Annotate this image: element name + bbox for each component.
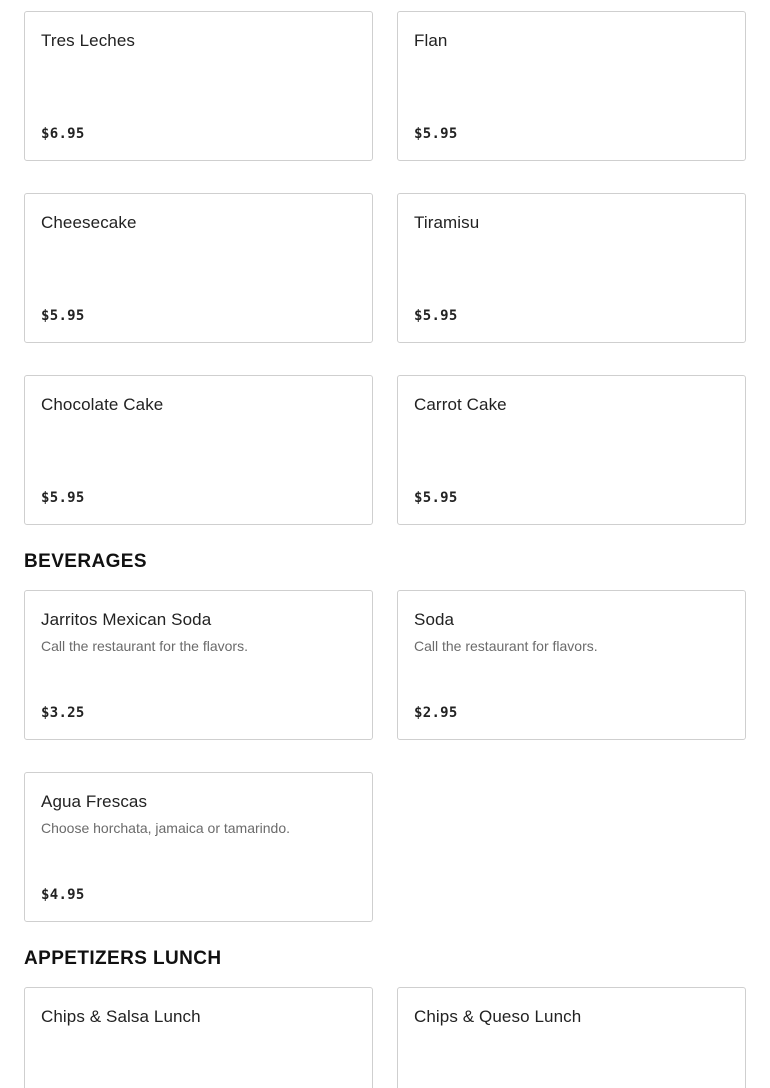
menu-item-name: Jarritos Mexican Soda — [41, 610, 212, 629]
menu-item-description: Call the restaurant for flavors. — [414, 638, 598, 654]
menu-item-price: $3.25 — [41, 705, 85, 721]
menu-item-card[interactable] — [24, 772, 373, 922]
menu-item-price: $6.95 — [41, 126, 85, 142]
menu-item-price: $5.95 — [41, 308, 85, 324]
menu-item-price: $5.95 — [41, 490, 85, 506]
menu-item-name: Chips & Salsa Lunch — [41, 1007, 201, 1026]
menu-item-price: $5.95 — [414, 308, 458, 324]
desserts-grid — [24, 0, 746, 525]
menu-item-name: Chocolate Cake — [41, 395, 164, 414]
menu-item-card[interactable] — [24, 11, 373, 161]
section-title-beverages: BEVERAGES — [24, 551, 147, 572]
section-title-appetizers-lunch: APPETIZERS LUNCH — [24, 948, 222, 969]
menu-item-card[interactable] — [397, 375, 746, 525]
menu-item-name: Cheesecake — [41, 213, 137, 232]
menu-item-name: Flan — [414, 31, 448, 50]
menu-item-card[interactable] — [24, 590, 373, 740]
menu-item-card[interactable] — [24, 375, 373, 525]
menu-item-card[interactable] — [397, 193, 746, 343]
menu-item-name: Soda — [414, 610, 455, 629]
menu-item-price: $5.95 — [414, 126, 458, 142]
menu-item-card[interactable] — [24, 193, 373, 343]
menu-item-name: Tres Leches — [41, 31, 136, 50]
menu-item-card[interactable] — [24, 987, 373, 1088]
menu-item-card[interactable] — [397, 11, 746, 161]
menu-item-description: Choose horchata, jamaica or tamarindo. — [41, 820, 291, 836]
menu-item-price: $5.95 — [414, 490, 458, 506]
menu-item-card[interactable] — [397, 987, 746, 1088]
menu-item-name: Agua Frescas — [41, 792, 148, 811]
menu-item-price: $4.95 — [41, 887, 85, 903]
menu-item-description: Call the restaurant for the flavors. — [41, 638, 248, 654]
menu-item-name: Chips & Queso Lunch — [414, 1007, 582, 1026]
menu-item-card[interactable] — [397, 590, 746, 740]
beverages-grid — [24, 590, 746, 922]
appetizers-lunch-grid — [24, 987, 746, 1088]
menu-item-price: $2.95 — [414, 705, 458, 721]
menu-item-name: Carrot Cake — [414, 395, 507, 414]
menu-item-name: Tiramisu — [414, 213, 480, 232]
